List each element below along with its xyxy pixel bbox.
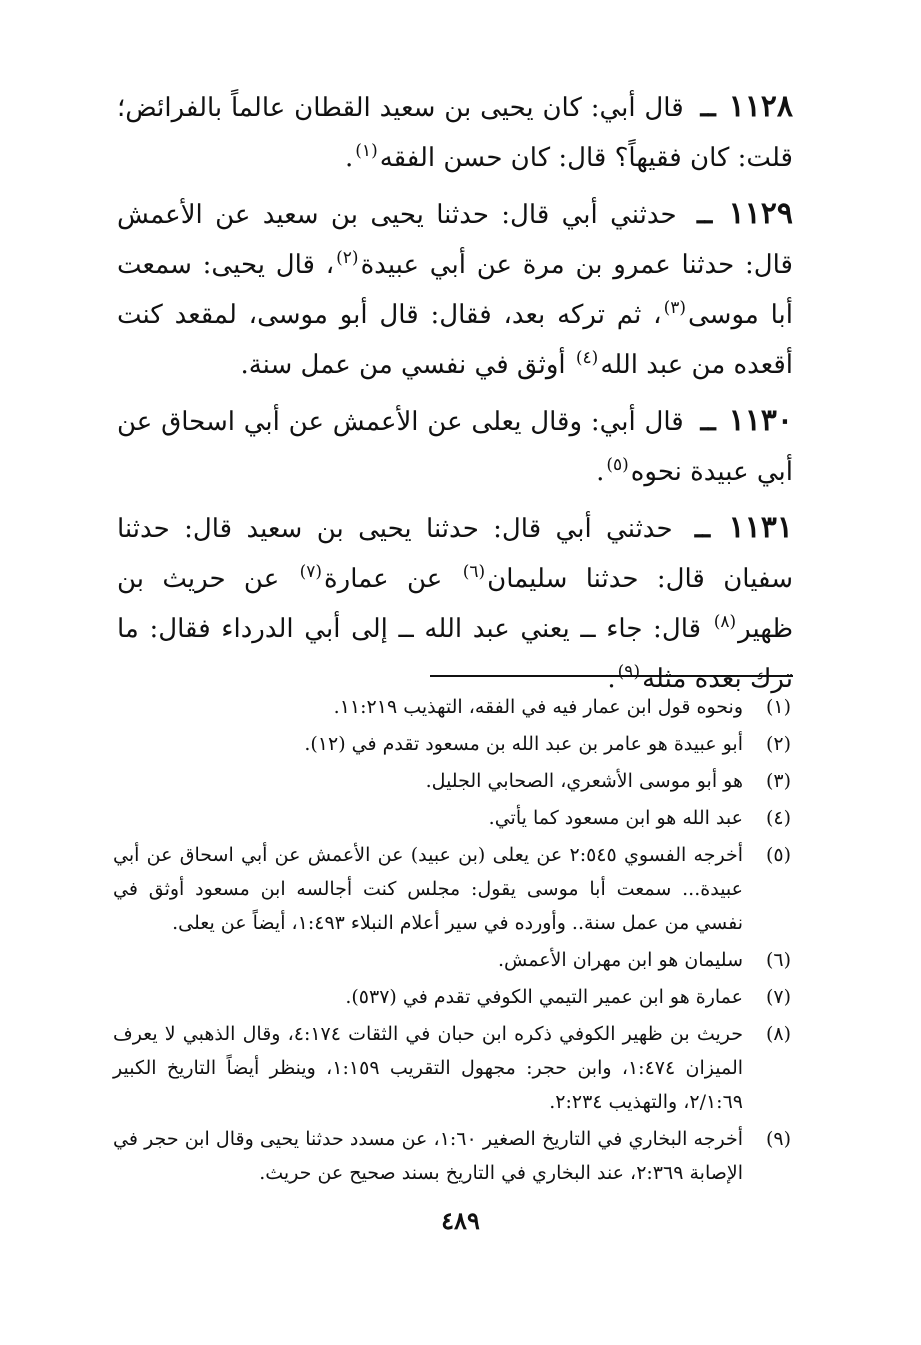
footnotes [113, 690, 791, 1193]
footnote-text: أخرجه الفسوي ٢:٥٤٥ عن يعلى (بن عبيد) عن الأعمش عن أبي اسحاق عن أبي عبيدة... سمعت أبا موسى يقول: مجلس كنت أجالسه ابن مسعود أوثق في نفسي من عمل سنة.. وأورده في سير أعلام النبلاء ١:٤٩٣، أيضاً عن يعلى. [113, 844, 743, 934]
paragraph-1129 [117, 189, 793, 390]
footnote-number: (٥) [765, 844, 791, 866]
footnote-number: (٧) [765, 986, 791, 1008]
footnote-number: (٢) [765, 733, 791, 755]
footnote-number: (٨) [765, 1023, 791, 1045]
footnote-number: (٤) [765, 807, 791, 829]
paragraph-text: قال أبي: كان يحيى بن سعيد القطان عالماً بالفرائض؛ قلت: كان فقيهاً؟ قال: كان حسن الفقه [117, 93, 793, 173]
paragraph-number: ١١٢٨ [728, 89, 794, 124]
footnote-ref[interactable]: (٦) [462, 562, 486, 583]
footnote-ref[interactable]: (٩) [617, 662, 641, 683]
paragraph-number: ١١٣١ [728, 510, 793, 545]
dash: ــ [700, 407, 716, 437]
footnote-item [113, 764, 791, 798]
footnote-number: (٦) [765, 949, 791, 971]
footnote-number: (٣) [765, 770, 791, 792]
paragraph-text: . [607, 664, 616, 694]
footnote-text: أبو عبيدة هو عامر بن عبد الله بن مسعود تقدم في (١٢). [304, 733, 743, 755]
footnote-ref[interactable]: (٣) [663, 298, 686, 319]
paragraph-number: ١١٣٠ [728, 403, 794, 438]
footnote-text: حريث بن ظهير الكوفي ذكره ابن حبان في الثقات ٤:١٧٤، وقال الذهبي لا يعرف الميزان ١:٤٧٤، وابن حجر: مجهول التقريب ١:١٥٩، وينظر أيضاً التاريخ الكبير ٢/١:٦٩، والتهذيب ٢:٢٣٤. [113, 1023, 744, 1113]
footnote-ref[interactable]: (١) [355, 141, 378, 162]
paragraph-text: حدثني أبي قال: حدثنا يحيى بن سعيد عن الأعمش قال: حدثنا عمرو بن مرة عن أبي عبيدة [117, 200, 793, 280]
main-text [117, 82, 793, 710]
paragraph-number: ١١٢٩ [728, 196, 793, 231]
footnote-text: ونحوه قول ابن عمار فيه في الفقه، التهذيب ١١:٢١٩. [333, 696, 743, 718]
footnote-text: أخرجه البخاري في التاريخ الصغير ١:٦٠، عن مسدد حدثنا يحيى وقال ابن حجر في الإصابة ٢:٣٦٩، عند البخاري في التاريخ بسند صحيح عن حريث. [113, 1128, 743, 1184]
page-number: ٤٨٩ [441, 1206, 480, 1235]
footnote-item [113, 1017, 791, 1119]
footnote-item [113, 1122, 791, 1190]
paragraph-text: قال: جاء ــ يعني عبد الله ــ إلى أبي الدرداء فقال: ما ترك بعده مثله [117, 614, 793, 694]
footnote-ref[interactable]: (٥) [606, 455, 629, 476]
dash: ــ [700, 93, 716, 123]
paragraph-text: ، ثم تركه بعد، فقال: قال أبو موسى، لمقعد كنت أقعده من عبد الله [117, 300, 793, 380]
footnote-text: هو أبو موسى الأشعري، الصحابي الجليل. [425, 770, 743, 792]
footnote-ref[interactable]: (٧) [299, 562, 323, 583]
footnote-number: (٩) [765, 1128, 791, 1150]
footnote-text: عمارة هو ابن عمير التيمي الكوفي تقدم في (٥٣٧). [345, 986, 743, 1008]
paragraph-text: عن عمارة [324, 564, 443, 594]
footnote-text: سليمان هو ابن مهران الأعمش. [497, 949, 743, 971]
paragraph-text: قال أبي: وقال يعلى عن الأعمش عن أبي اسحاق عن أبي عبيدة نحوه [117, 407, 793, 487]
footnote-ref[interactable]: (٨) [713, 612, 737, 633]
paragraph-1128 [117, 82, 793, 183]
footnote-divider [430, 675, 793, 677]
paragraph-text: أوثق في نفسي من عمل سنة. [240, 350, 566, 380]
paragraph-text: . [345, 143, 354, 173]
footnote-ref[interactable]: (٢) [336, 248, 359, 269]
footnote-text: عبد الله هو ابن مسعود كما يأتي. [488, 807, 743, 829]
dash: ــ [696, 200, 713, 230]
footnote-item [113, 943, 791, 977]
paragraph-1130 [117, 396, 793, 497]
footnote-item [113, 838, 791, 940]
paragraph-text: حدثني أبي قال: حدثنا يحيى بن سعيد قال: حدثنا سفيان قال: حدثنا سليمان [117, 514, 793, 594]
footnote-item [113, 980, 791, 1014]
paragraph-text: . [596, 457, 605, 487]
paragraph-text: ، قال يحيى: سمعت أبا موسى [117, 250, 793, 330]
footnote-ref[interactable]: (٤) [575, 348, 599, 369]
footnote-item [113, 801, 791, 835]
footnote-number: (١) [765, 696, 791, 718]
paragraph-text: عن حريث بن ظهير [117, 564, 794, 644]
paragraph-1131 [117, 503, 793, 704]
footnote-item [113, 727, 791, 761]
footnote-item [113, 690, 791, 724]
dash: ــ [694, 514, 711, 544]
